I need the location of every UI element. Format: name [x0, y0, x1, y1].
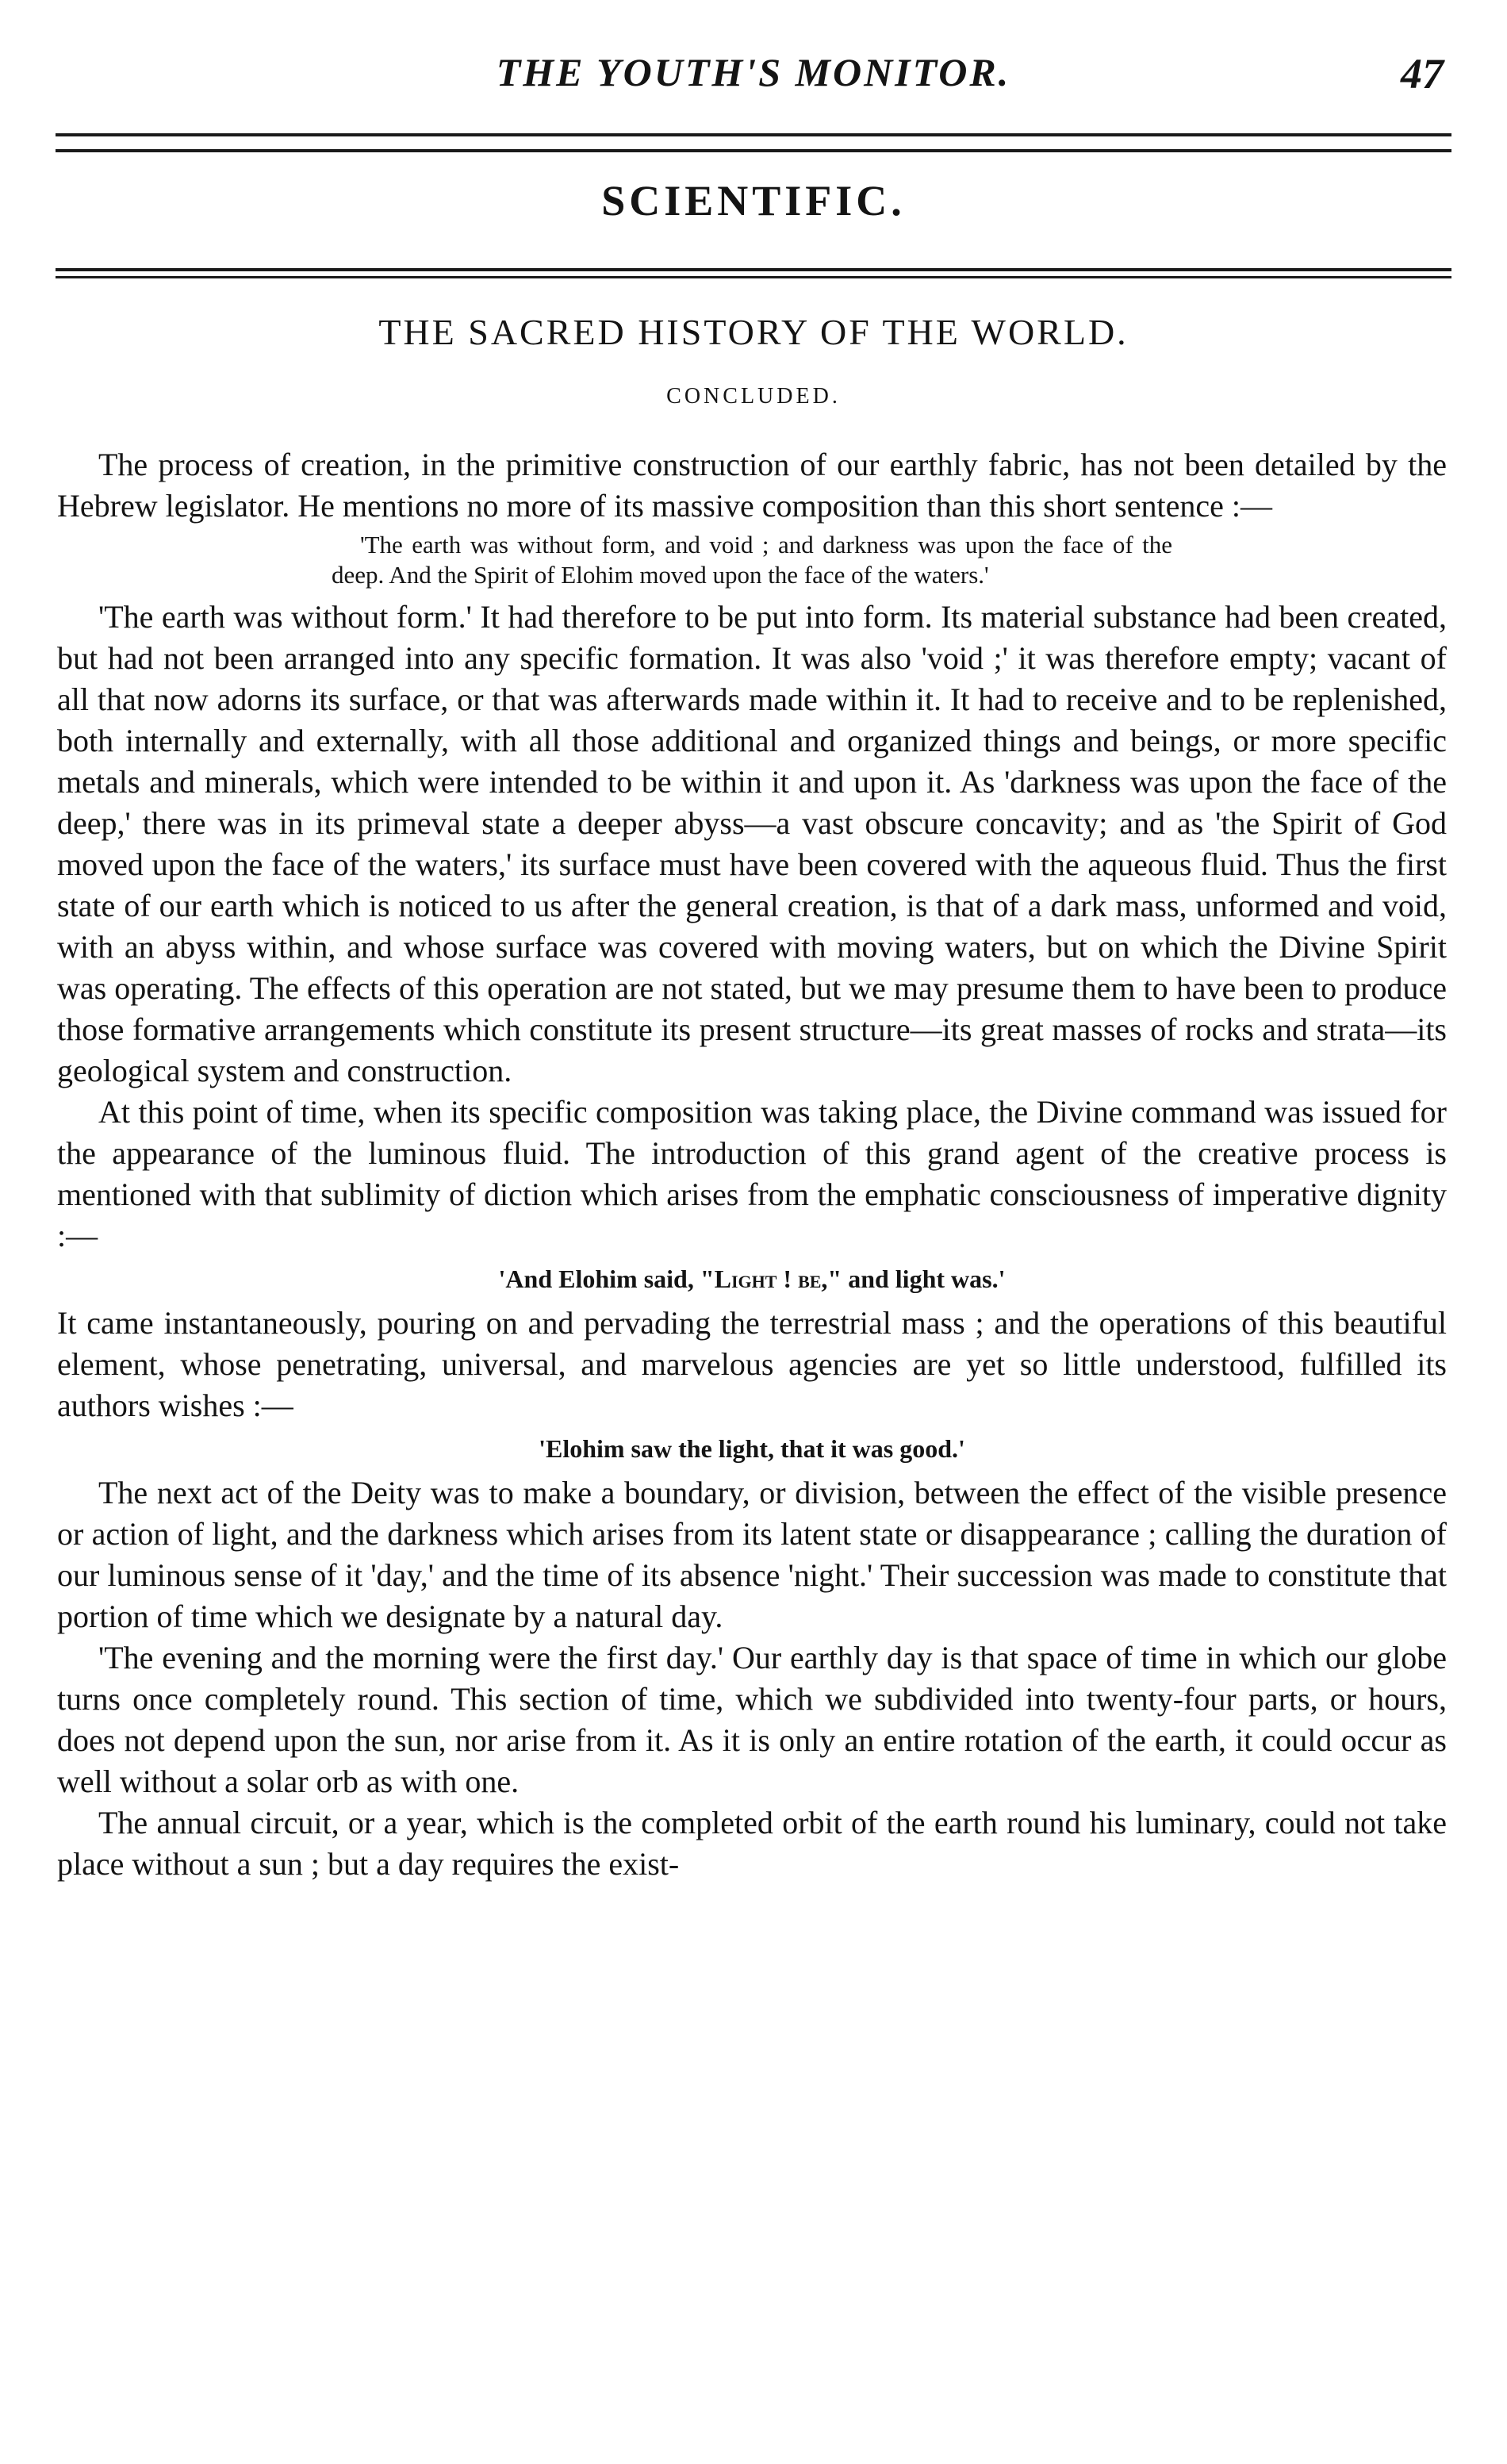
paragraph-3: At this point of time, when its specific composition was taking place, the Divine command was issued for the appearance of the luminous fluid. The introduction of this grand agent of the creative process is mentioned with that sublimity of diction which arises from the emphatic consciousness of imperative dignity :— [57, 1094, 1447, 1253]
quote-light-good: 'Elohim saw the light, that it was good.' [539, 1434, 965, 1463]
paragraph-6: 'The evening and the morning were the first day.' Our earthly day is that space of time in which our globe turns once completely round. This section of time, which we subdivided into twenty-four parts, or hours, does not depend upon the sun, nor arise from it. As it is only an entire rotation of the earth, it could occur as well without a solar orb as with one. [57, 1640, 1447, 1799]
paragraph-5: The next act of the Deity was to make a boundary, or division, between the effect of the visible presence or action of light, and the darkness which arises from its latent state or disappearance ; calling the duration of our luminous sense of it 'day,' and the time of its absence 'night.' Their succession was made to constitute that portion of time which we designate by a natural day. [57, 1475, 1447, 1634]
paragraph-2: 'The earth was without form.' It had therefore to be put into form. Its material substance had been created, but had not been arranged into any specific formation. It was also 'void ;' it was therefore empty; vacant of all that now adorns its surface, or that was afterwards made within it. It had to receive and to be replenished, both internally and externally, with all those additional and organized things and beings, or more specific metals and minerals, which were intended to be within it and upon it. As 'darkness was upon the face of the deep,' there was in its primeval state a deeper abyss—a vast obscure concavity; and as 'the Spirit of God moved upon the face of the waters,' its surface must have been covered with the aqueous fluid. Thus the first state of our earth which is noticed to us after the general creation, is that of a dark mass, unformed and void, with an abyss within, and whose surface was covered with moving waters, but on which the Divine Spirit was operating. The effects of this operation are not stated, but we may presume them to have been to produce those formative arrangements which constitute its present structure—its great masses of rocks and strata—its geological system and construction. [57, 599, 1447, 1088]
paragraph-4: It came instantaneously, pouring on and pervading the terrestrial mass ; and the operations of this beautiful element, whose penetrating, universal, and marvelous agencies are yet so little understood, fulfilled its authors wishes :— [57, 1305, 1447, 1423]
header-rule [56, 133, 1451, 152]
quote-light-after: ," and light was.' [821, 1265, 1006, 1293]
page-number: 47 [1401, 50, 1444, 98]
article-subtitle: CONCLUDED. [666, 384, 841, 409]
paragraph-1: The process of creation, in the primitive construction of our earthly fabric, has not been detailed by the Hebrew legislator. He mentions no more of its massive composition than this short sentence :— [57, 447, 1447, 524]
section-rule [56, 268, 1451, 278]
quote-light-word: Light ! be [714, 1265, 822, 1293]
article-body [57, 444, 1447, 1885]
quote-genesis-void: 'The earth was without form, and void ; and darkness was upon the face of the deep. And the Spirit of Elohim moved upon the face of the waters.' [332, 531, 1172, 589]
article-title: THE SACRED HISTORY OF THE WORLD. [378, 312, 1129, 352]
paragraph-7: The annual circuit, or a year, which is the completed orbit of the earth round his luminary, could not take place without a sun ; but a day requires the exist- [57, 1805, 1447, 1882]
quote-light-before: 'And Elohim said, " [498, 1265, 715, 1293]
running-head [48, 49, 1459, 105]
running-title: THE YOUTH'S MONITOR. [496, 50, 1011, 94]
quote-let-there-be-light [57, 1261, 1447, 1296]
section-heading: SCIENTIFIC. [601, 177, 906, 225]
